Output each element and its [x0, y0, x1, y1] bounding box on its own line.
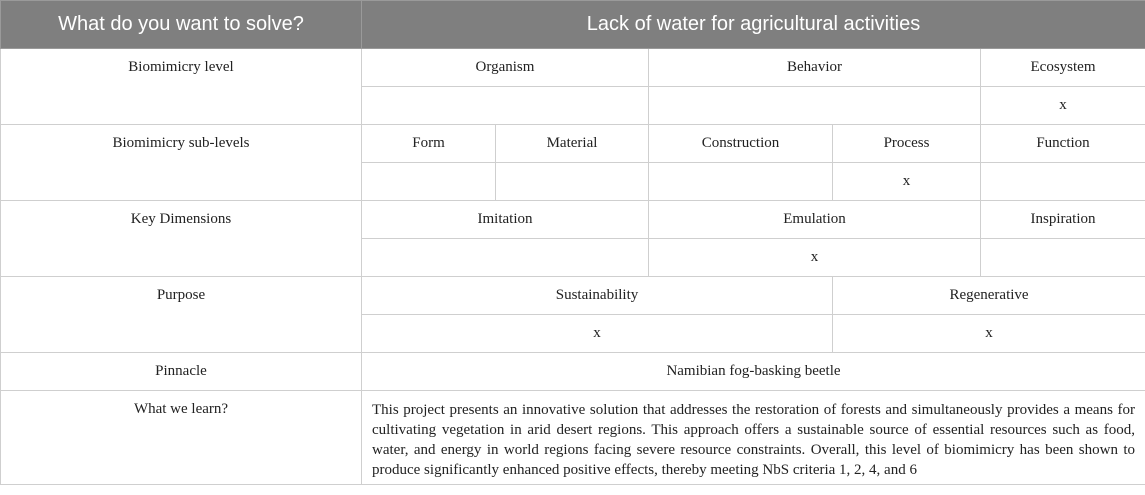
- sustainability-cell: Sustainability: [362, 277, 833, 315]
- process-mark: x: [833, 163, 981, 201]
- biomimicry-level-label: Biomimicry level: [1, 49, 362, 125]
- material-cell: Material: [496, 125, 649, 163]
- emulation-cell: Emulation: [649, 201, 981, 239]
- learn-text: This project presents an innovative solution that addresses the restoration of forests and simultaneously provides a means for cultivating vegetation in arid desert regions. This approach offers a sustainable source of essential resources such as food, water, and energy in world regions facing severe resource constraints. Overall, this level of biomimicry has been shown to produce significantly enhanced positive effects, thereby meeting NbS criteria 1, 2, 4, and 6: [362, 391, 1145, 485]
- ecosystem-mark: x: [981, 87, 1145, 125]
- imitation-mark: [362, 239, 649, 277]
- construction-mark: [649, 163, 833, 201]
- table-row: [1, 353, 1145, 391]
- table-row: [1, 277, 1145, 315]
- imitation-cell: Imitation: [362, 201, 649, 239]
- inspiration-cell: Inspiration: [981, 201, 1145, 239]
- construction-cell: Construction: [649, 125, 833, 163]
- behavior-cell: Behavior: [649, 49, 981, 87]
- organism-mark: [362, 87, 649, 125]
- process-cell: Process: [833, 125, 981, 163]
- table-row: [1, 49, 1145, 87]
- pinnacle-value: Namibian fog-basking beetle: [362, 353, 1145, 391]
- table-row: [1, 125, 1145, 163]
- inspiration-mark: [981, 239, 1145, 277]
- sustainability-mark: x: [362, 315, 833, 353]
- sub-levels-label: Biomimicry sub-levels: [1, 125, 362, 201]
- header-row: [1, 1, 1145, 49]
- learn-label: What we learn?: [1, 391, 362, 485]
- pinnacle-label: Pinnacle: [1, 353, 362, 391]
- table-row: [1, 201, 1145, 239]
- problem-header: Lack of water for agricultural activities: [362, 1, 1145, 49]
- function-mark: [981, 163, 1145, 201]
- regenerative-cell: Regenerative: [833, 277, 1145, 315]
- form-mark: [362, 163, 496, 201]
- material-mark: [496, 163, 649, 201]
- ecosystem-cell: Ecosystem: [981, 49, 1145, 87]
- purpose-label: Purpose: [1, 277, 362, 353]
- form-cell: Form: [362, 125, 496, 163]
- key-dimensions-label: Key Dimensions: [1, 201, 362, 277]
- behavior-mark: [649, 87, 981, 125]
- emulation-mark: x: [649, 239, 981, 277]
- organism-cell: Organism: [362, 49, 649, 87]
- regenerative-mark: x: [833, 315, 1145, 353]
- function-cell: Function: [981, 125, 1145, 163]
- question-header: What do you want to solve?: [1, 1, 362, 49]
- table-row: [1, 391, 1145, 485]
